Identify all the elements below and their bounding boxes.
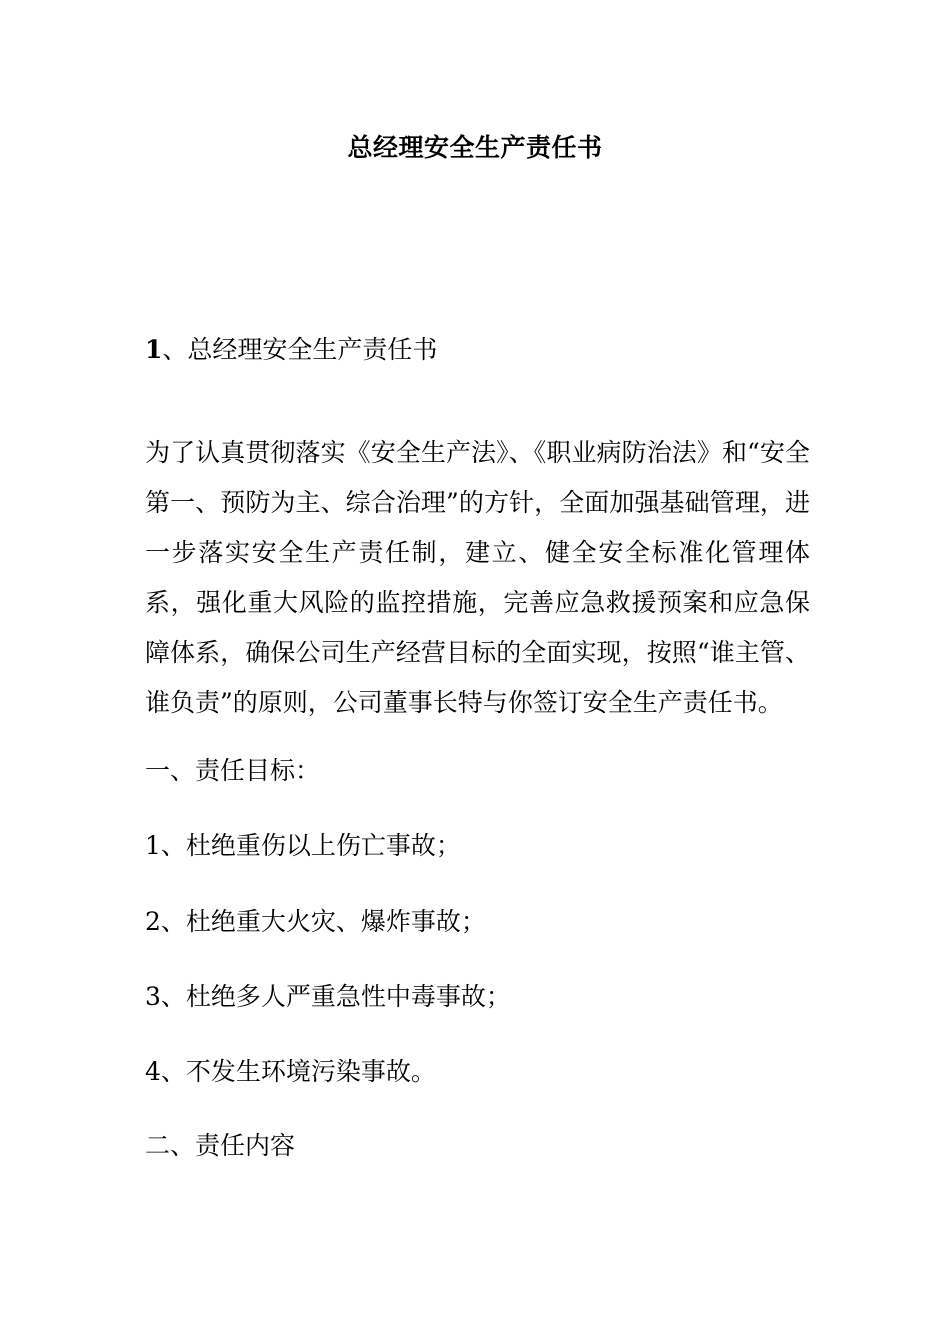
content-heading: 二、责任内容 xyxy=(145,1131,296,1160)
document-title: 总经理安全生产责任书 xyxy=(347,133,603,162)
goal-item: 1、杜绝重伤以上伤亡事故； xyxy=(145,831,461,860)
goals-heading: 一、责任目标： xyxy=(145,756,321,785)
intro-paragraph: 为了认真贯彻落实《安全生产法》、《职业病防治法》和“安全第一、预防为主、综合治理”的方针，全面加强基础管理，进一步落实安全生产责任制，建立、健全安全标准化管理体系，强化重大风险的监控措施，完善应急救援预案和应急保障体系，确保公司生产经营目标的全面实现，按照“谁主管、谁负责”的原则，公司董事长特与你签订安全生产责任书。 xyxy=(145,438,810,717)
goal-item: 3、杜绝多人严重急性中毒事故； xyxy=(145,982,511,1011)
goal-item: 2、杜绝重大火灾、爆炸事故； xyxy=(145,907,486,936)
section-heading-text: 、总经理安全生产责任书 xyxy=(162,335,438,364)
goal-item: 4、不发生环境污染事故。 xyxy=(145,1057,436,1086)
section-heading-number: 1 xyxy=(145,335,163,364)
section-heading xyxy=(145,330,437,370)
